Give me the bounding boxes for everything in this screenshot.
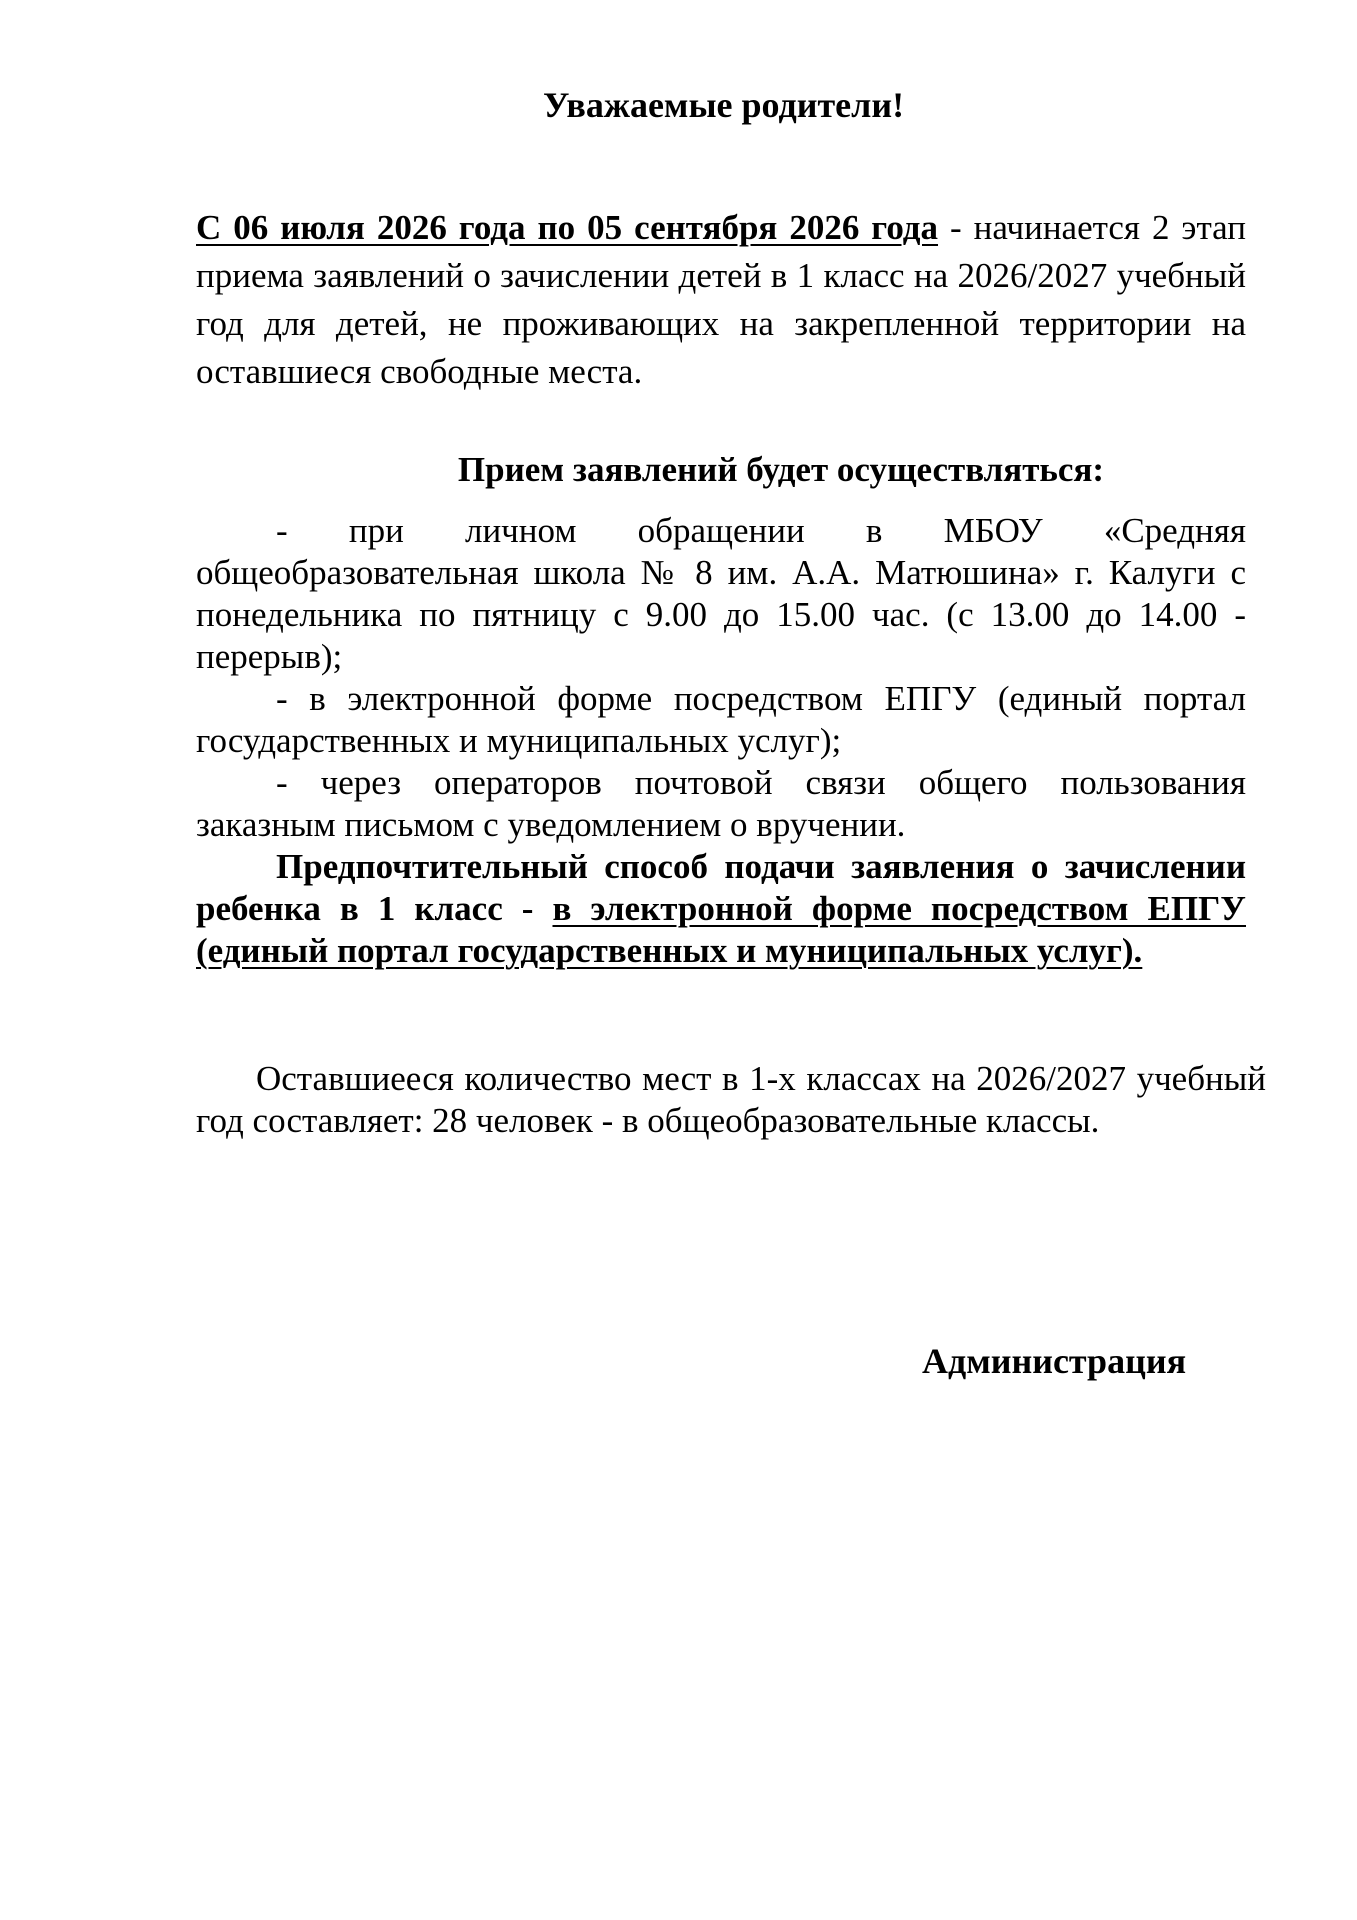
methods-heading: Прием заявлений будет осуществляться: <box>457 450 1105 489</box>
method-item-electronic: - в электронной форме посредством ЕПГУ (единый портал государственных и муниципальных услуг); <box>196 679 1246 760</box>
signature: Администрация <box>922 1341 1187 1381</box>
intro-text: - начинается 2 этап приема заявлений о зачислении детей в 1 класс на 2026/2027 учебный год для детей, не проживающих на закрепленной территории на оставшиеся свободные места. <box>196 208 1246 391</box>
intro-paragraph <box>196 204 1246 396</box>
page-title: Уважаемые родители! <box>542 85 905 125</box>
methods-list <box>196 510 1246 972</box>
preferred-lead: Предпочтительный способ подачи заявления о зачислении ребенка в 1 класс - <box>196 847 1246 928</box>
preferred-method-paragraph <box>196 846 1246 972</box>
method-item-postal: - через операторов почтовой связи общего пользования заказным письмом с уведомлением о вручении. <box>196 763 1246 844</box>
preferred-method: в электронной форме посредством ЕПГУ (единый портал государственных и муниципальных услуг). <box>196 889 1246 970</box>
remaining-places-text: Оставшиееся количество мест в 1-х классах на 2026/2027 учебный год составляет: 28 человек - в общеобразовательные классы. <box>196 1059 1266 1140</box>
intro-dates: С 06 июля 2026 года по 05 сентября 2026 года <box>196 208 939 247</box>
remaining-places-paragraph <box>196 1058 1266 1142</box>
method-item-in-person: - при личном обращении в МБОУ «Средняя общеобразовательная школа № 8 им. А.А. Матюшина» г. Калуги с понедельника по пятницу с 9.00 до 15.00 час. (с 13.00 до 14.00 - перерыв); <box>196 511 1246 676</box>
